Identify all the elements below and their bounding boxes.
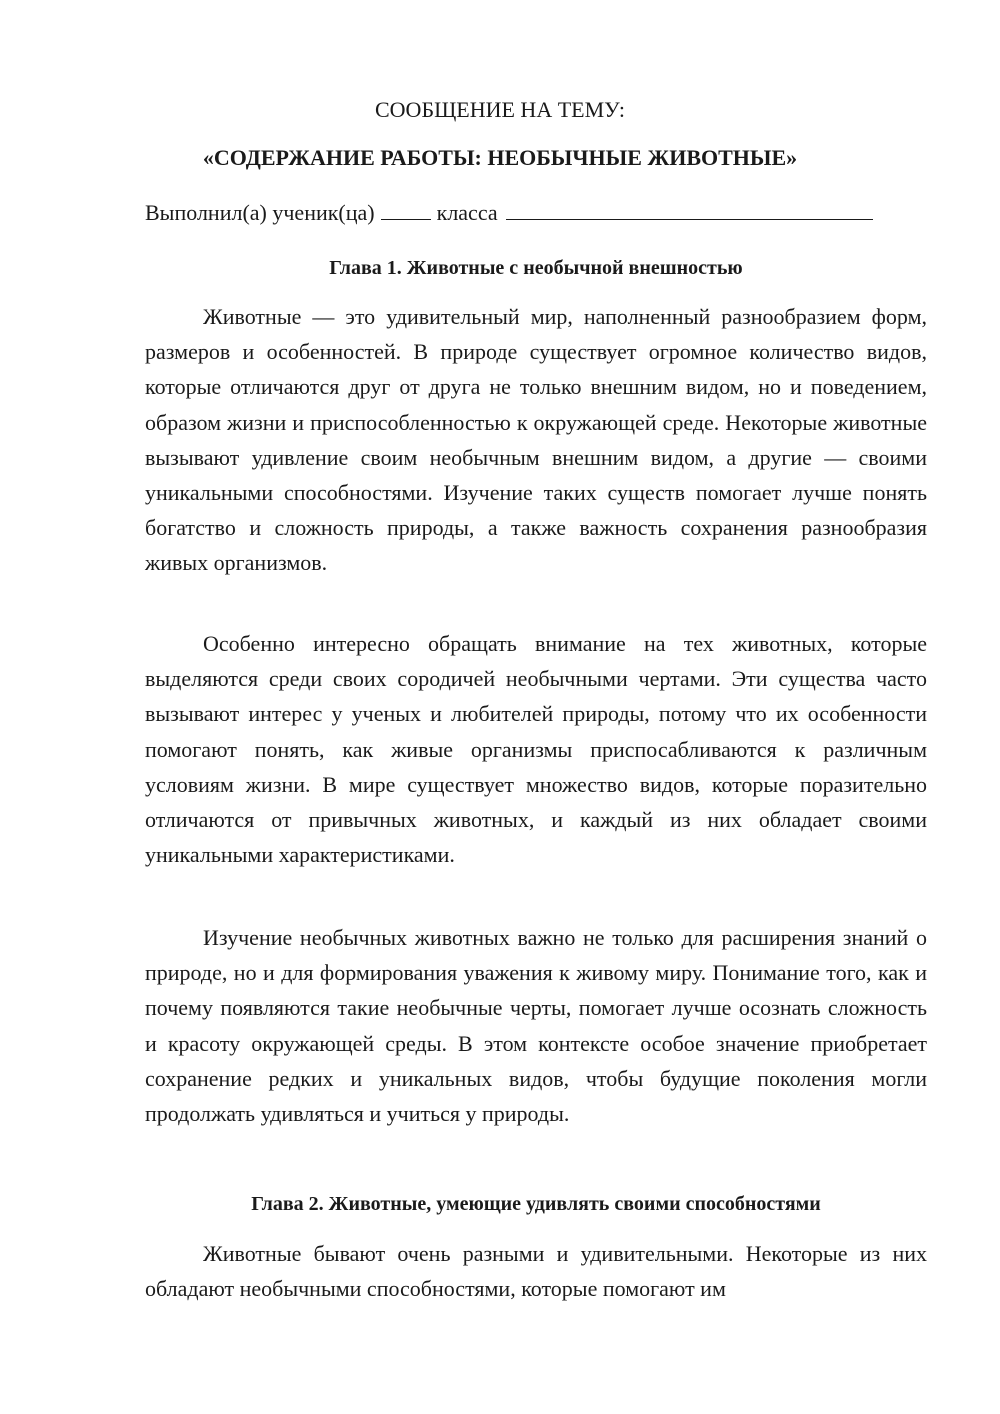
name-blank — [506, 197, 873, 220]
byline-class-label: класса — [436, 200, 498, 225]
chapter-2-paragraph-1: Животные бывают очень разными и удивительными. Некоторые из них обладают необычными способностями, которые помогают им — [145, 1241, 927, 1302]
chapter-2-heading: Глава 2. Животные, умеющие удивлять своими способностями — [251, 1193, 821, 1215]
document-title: «СОДЕРЖАНИЕ РАБОТЫ: НЕОБЫЧНЫЕ ЖИВОТНЫЕ» — [202, 145, 798, 170]
topic-line: СООБЩЕНИЕ НА ТЕМУ: — [375, 97, 625, 122]
chapter-1-paragraph-1: Животные — это удивительный мир, наполненный разнообразием форм, размеров и особенностей. В природе существует огромное количество видов, которые отличаются друг от друга не только внешним видом, но и поведением, образом жизни и приспособленностью к окружающей среде. Некоторые животные вызывают удивление своим необычным внешним видом, а другие — своими уникальными способностями. Изучение таких существ помогает лучше понять богатство и сложность природы, а также важность сохранения разнообразия живых организмов. — [145, 304, 927, 576]
byline — [145, 196, 945, 230]
chapter-1-paragraph-2: Особенно интересно обращать внимание на тех животных, которые выделяются среди своих сородичей необычными чертами. Эти существа часто вызывают интерес у ученых и любителей природы, потому что их особенности помогают понять, как живые организмы приспосабливаются к различным условиям жизни. В мире существует множество видов, которые поразительно отличаются от привычных животных, и каждый из них обладает своими уникальными характеристиками. — [145, 631, 927, 868]
chapter-1-heading: Глава 1. Животные с необычной внешностью — [329, 257, 743, 279]
chapter-1-paragraph-3: Изучение необычных животных важно не только для расширения знаний о природе, но и для формирования уважения к живому миру. Понимание того, как и почему появляются такие необычные черты, помогает лучше осознать сложность и красоту окружающей среды. В этом контексте особое значение приобретает сохранение редких и уникальных видов, чтобы будущие поколения могли продолжать удивляться и учиться у природы. — [145, 925, 927, 1127]
byline-prefix: Выполнил(а) ученик(ца) — [145, 200, 375, 225]
grade-blank — [381, 197, 431, 220]
